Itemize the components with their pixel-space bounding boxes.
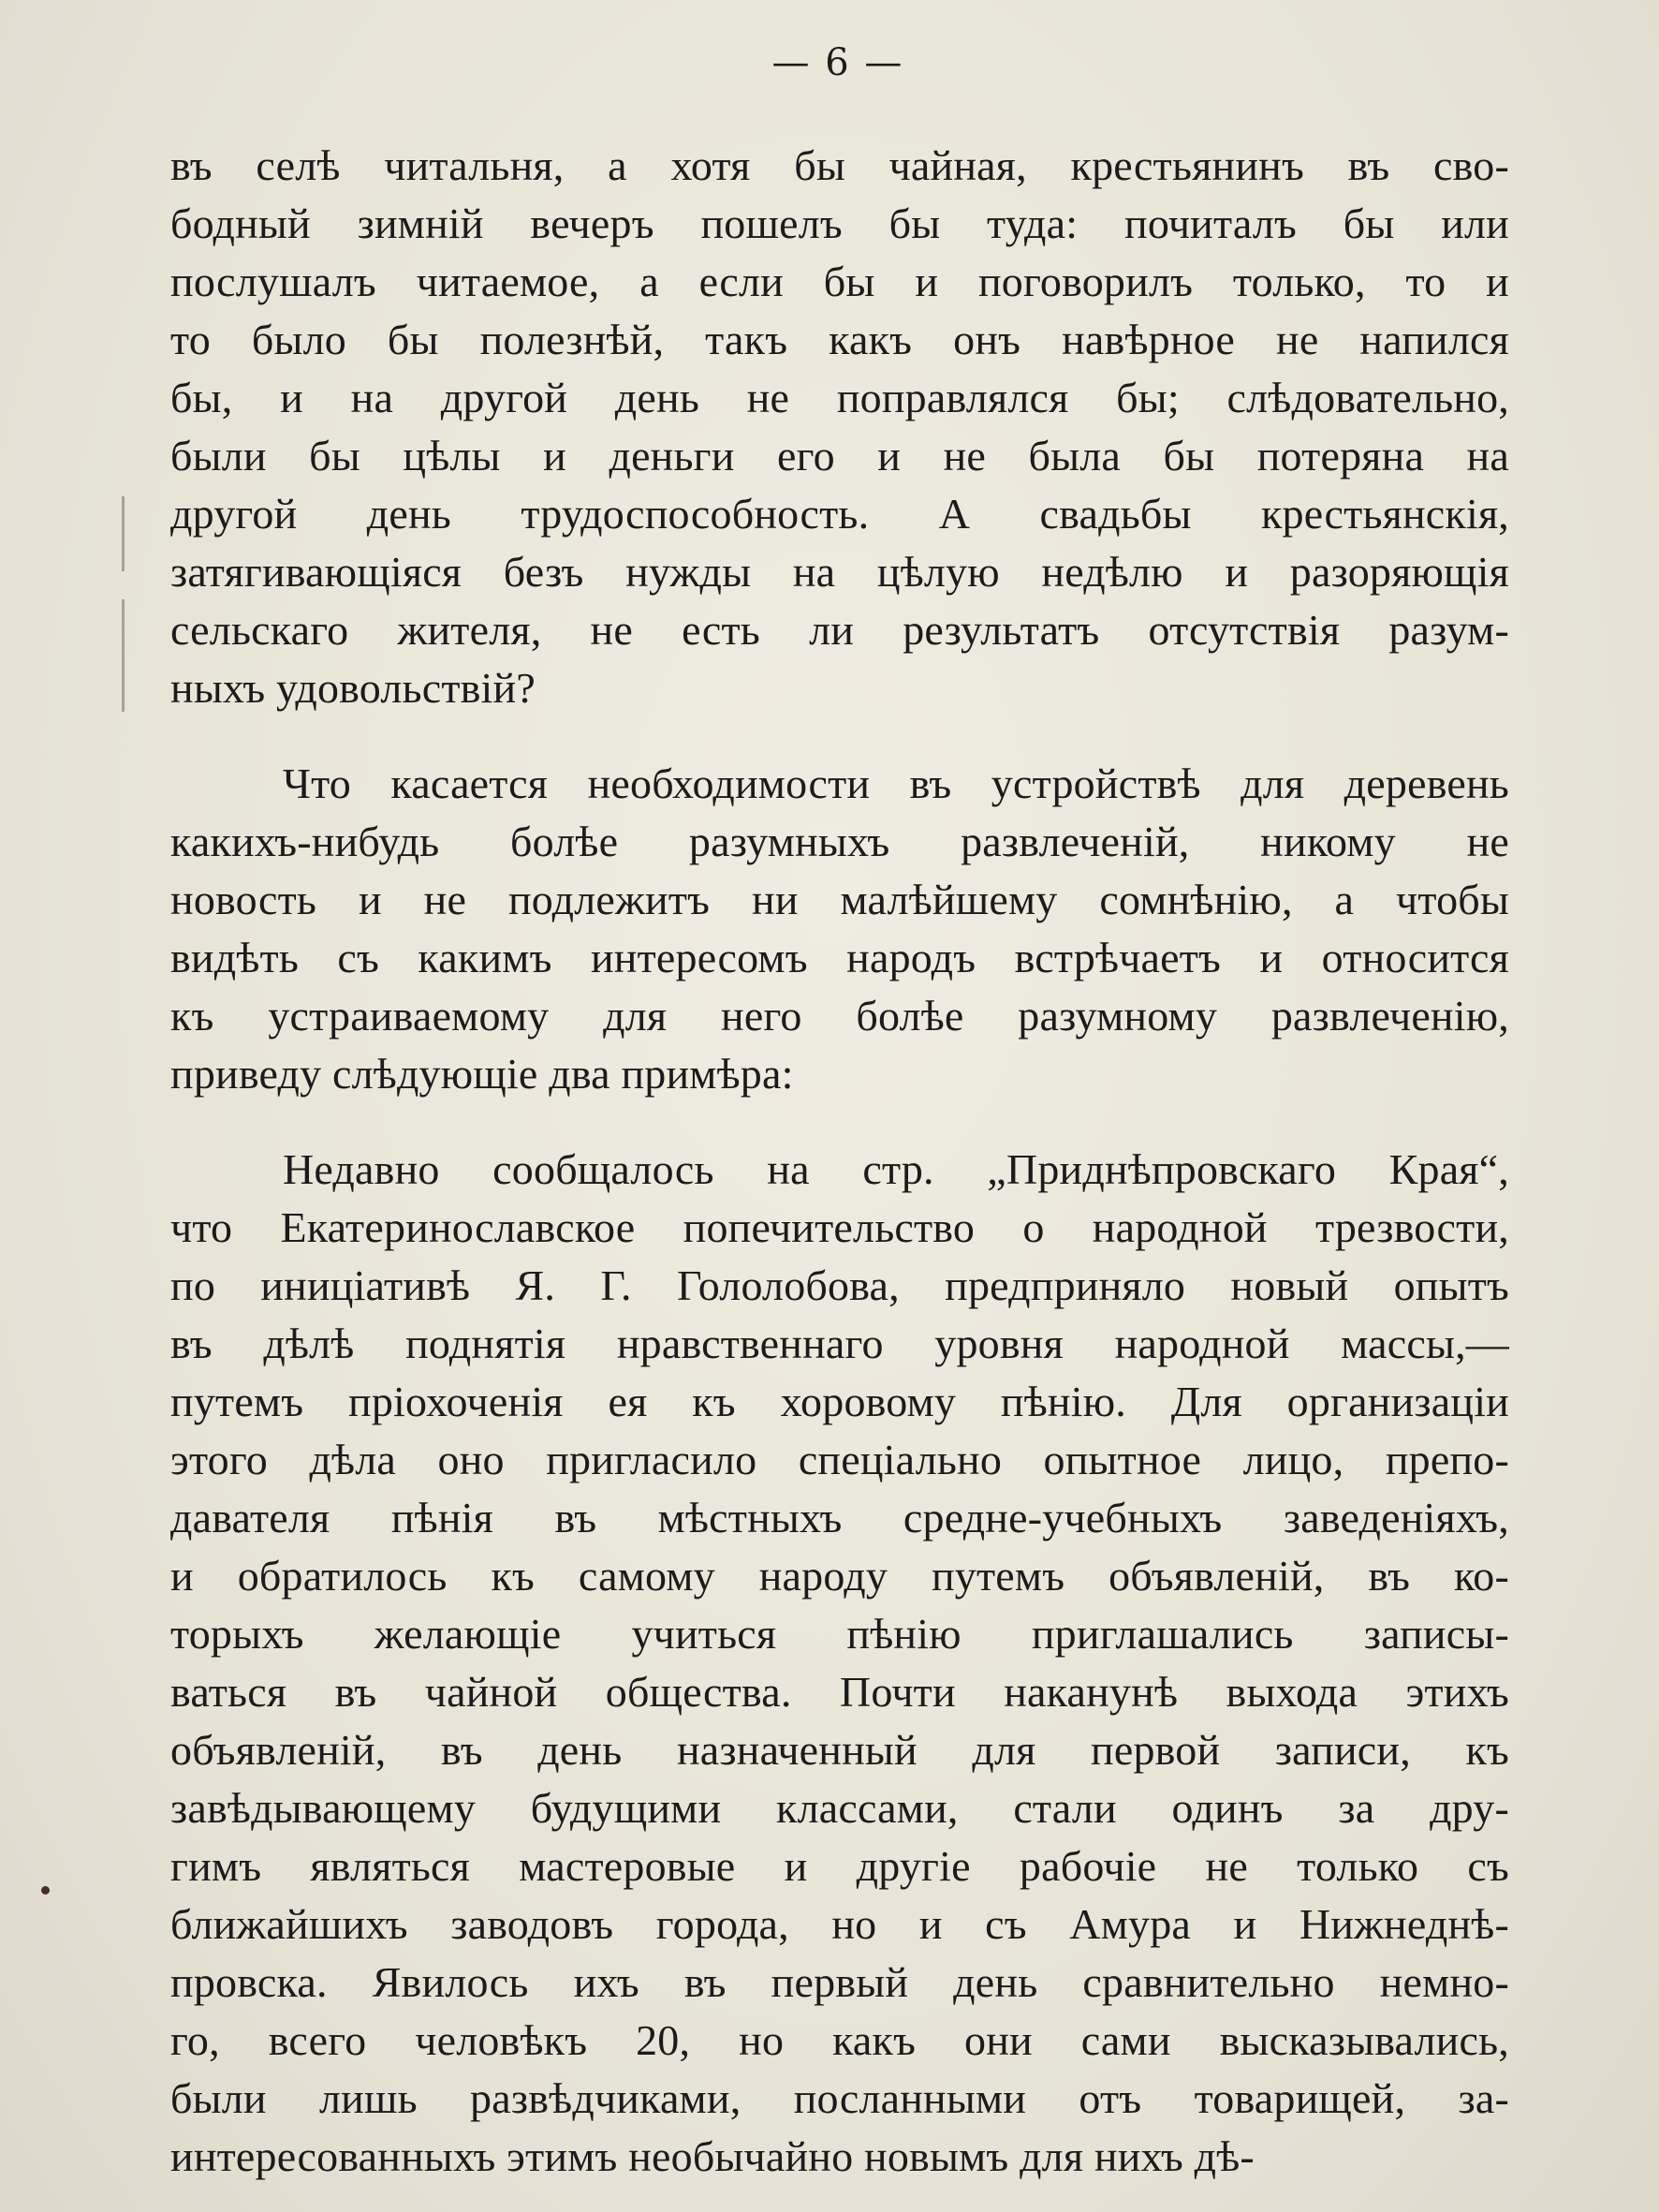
text-line: приведу слѣдующіе два примѣра:: [170, 1050, 794, 1098]
margin-pencil-mark: [122, 599, 125, 712]
text-line: ныхъ удовольствій?: [170, 664, 536, 712]
text-line: по иниціативѣ Я. Г. Гололобова, предприняло новый опытъ: [170, 1261, 1509, 1309]
margin-pencil-mark: [122, 496, 125, 571]
paragraph: [170, 1141, 1509, 2186]
text-line: въ селѣ читальня, а хотя бы чайная, крестьянинъ въ сво-: [170, 141, 1509, 189]
paragraph: [170, 137, 1509, 717]
text-line: что Екатеринославское попечительство о народной трезвости,: [170, 1203, 1509, 1251]
text-line: какихъ-нибудь болѣе разумныхъ развлеченій, никому не: [170, 818, 1509, 865]
text-line: послушалъ читаемое, а если бы и поговорилъ только, то и: [170, 258, 1509, 305]
text-line: гимъ являться мастеровые и другіе рабочіе не только съ: [170, 1842, 1509, 1890]
text-line: были лишь развѣдчиками, посланными отъ товарищей, за-: [170, 2074, 1509, 2122]
text-line: новость и не подлежитъ ни малѣйшему сомнѣнію, а чтобы: [170, 876, 1509, 923]
text-line: то было бы полезнѣй, такъ какъ онъ навѣрное не напился: [170, 316, 1509, 363]
body-text: [170, 137, 1509, 2186]
text-line: къ устраиваемому для него болѣе разумному развлеченію,: [170, 992, 1509, 1040]
text-line: бодный зимній вечеръ пошелъ бы туда: почиталъ бы или: [170, 199, 1509, 247]
text-line: провска. Явилось ихъ въ первый день сравнительно немно-: [170, 1958, 1509, 2006]
text-line: этого дѣла оно пригласило спеціально опытное лицо, препо-: [170, 1436, 1509, 1483]
text-line: давателя пѣнія въ мѣстныхъ средне-учебныхъ заведеніяхъ,: [170, 1494, 1509, 1541]
text-line: интересованныхъ этимъ необычайно новымъ для нихъ дѣ-: [170, 2132, 1255, 2180]
ink-spot: [41, 1886, 50, 1895]
text-line: и обратилось къ самому народу путемъ объявленій, въ ко-: [170, 1552, 1509, 1600]
paragraph: [170, 755, 1509, 1103]
text-line: объявленій, въ день назначенный для первой записи, къ: [170, 1726, 1509, 1774]
text-line: въ дѣлѣ поднятія нравственнаго уровня народной массы,—: [170, 1320, 1509, 1367]
text-line: были бы цѣлы и деньги его и не была бы потеряна на: [170, 432, 1509, 479]
text-line: другой день трудоспособность. А свадьбы крестьянскія,: [170, 490, 1509, 538]
page-number: — 6 —: [771, 41, 904, 84]
text-line: завѣдывающему будущими классами, стали одинъ за дру-: [170, 1784, 1509, 1832]
text-line: Недавно сообщалось на стр. „Приднѣпровскаго Края“,: [283, 1145, 1509, 1193]
text-line: сельскаго жителя, не есть ли результатъ отсутствія разум-: [170, 606, 1509, 654]
paragraph-gap: [170, 1103, 1509, 1141]
paragraph-gap: [170, 717, 1509, 755]
text-line: затягивающіяся безъ нужды на цѣлую недѣлю и разоряющія: [170, 548, 1509, 596]
text-line: ваться въ чайной общества. Почти наканунѣ выхода этихъ: [170, 1668, 1509, 1716]
text-line: путемъ пріохоченія ея къ хоровому пѣнію. Для организаціи: [170, 1378, 1509, 1425]
text-line: Что касается необходимости въ устройствѣ для деревень: [283, 759, 1509, 807]
text-line: торыхъ желающіе учиться пѣнію приглашались записы-: [170, 1610, 1509, 1658]
text-line: ближайшихъ заводовъ города, но и съ Амура и Нижнеднѣ-: [170, 1900, 1509, 1948]
text-line: бы, и на другой день не поправлялся бы; слѣдовательно,: [170, 374, 1509, 421]
text-line: го, всего человѣкъ 20, но какъ они сами высказывались,: [170, 2016, 1509, 2064]
text-line: видѣть съ какимъ интересомъ народъ встрѣчаетъ и относится: [170, 934, 1509, 981]
